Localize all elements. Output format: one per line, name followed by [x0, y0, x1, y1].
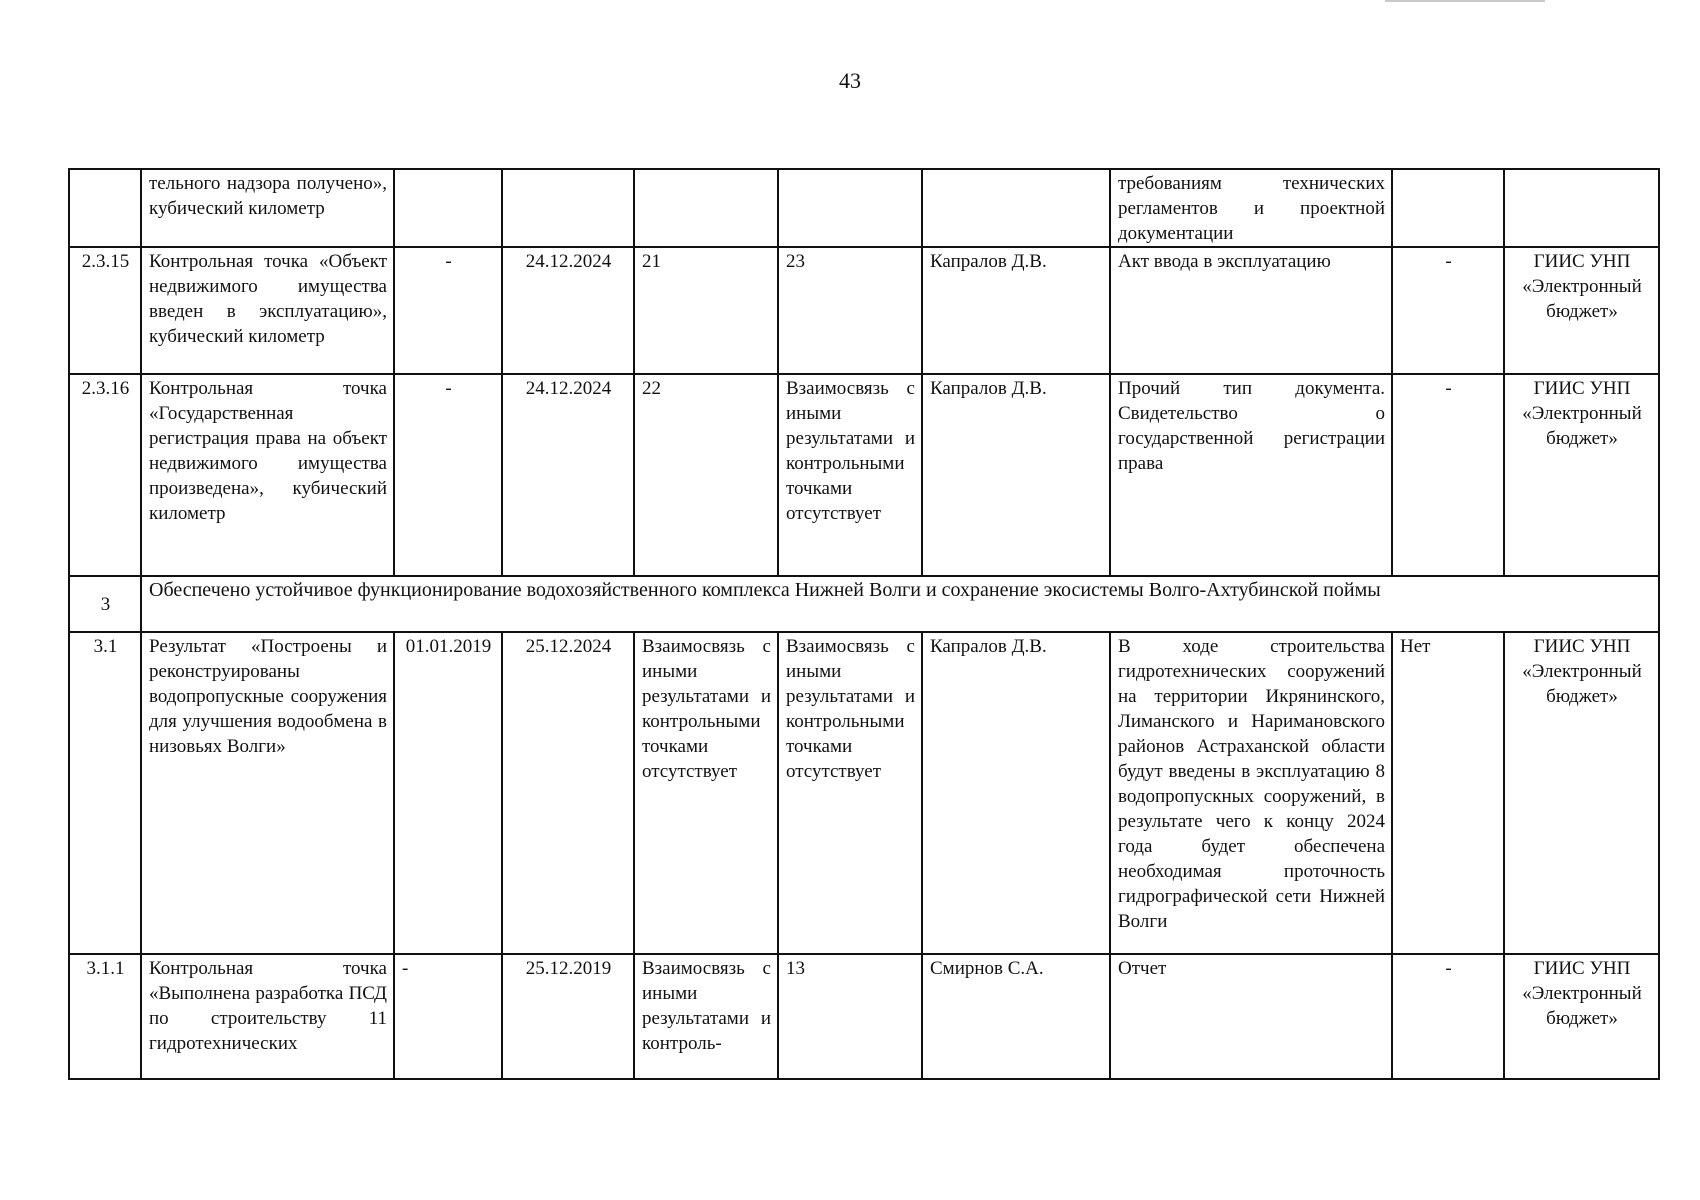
table-row — [69, 169, 1659, 247]
row-document: Акт ввода в эксплуатацию — [1110, 247, 1392, 374]
row-number: 2.3.16 — [69, 374, 141, 576]
row-system: ГИИС УНП «Электронный бюджет» — [1504, 374, 1659, 576]
row-number: 3.1.1 — [69, 954, 141, 1079]
row-level: - — [1392, 954, 1504, 1079]
row-end-date: 24.12.2024 — [502, 374, 634, 576]
row-start-date: - — [394, 374, 502, 576]
row-name: тельного надзора получено», кубический километр — [141, 169, 394, 247]
row-predecessor: Взаимосвязь с иными результатами и контроль- — [634, 954, 778, 1079]
row-document: Прочий тип документа. Свидетельство о государственной регистрации права — [1110, 374, 1392, 576]
table-row — [69, 954, 1659, 1079]
row-name: Контрольная точка «Объект недвижимого имущества введен в эксплуатацию», кубический километр — [141, 247, 394, 374]
page-number: 43 — [839, 68, 861, 93]
row-level: - — [1392, 374, 1504, 576]
row-successor: 13 — [778, 954, 922, 1079]
row-level — [1392, 169, 1504, 247]
row-responsible — [922, 169, 1110, 247]
row-number: 2.3.15 — [69, 247, 141, 374]
table-row — [69, 632, 1659, 954]
table-row — [69, 374, 1659, 576]
row-predecessor: Взаимосвязь с иными результатами и контрольными точками отсутствует — [634, 632, 778, 954]
row-successor — [778, 169, 922, 247]
scan-edge-mark — [1385, 0, 1545, 6]
row-number — [69, 169, 141, 247]
row-end-date — [502, 169, 634, 247]
section-title: Обеспечено устойчивое функционирование водохозяйственного комплекса Нижней Волги и сохранение экосистемы Волго-Ахтубинской поймы — [141, 576, 1659, 632]
row-system — [1504, 169, 1659, 247]
row-number: 3.1 — [69, 632, 141, 954]
row-responsible: Капралов Д.В. — [922, 374, 1110, 576]
row-name: Контрольная точка «Выполнена разработка ПСД по строительству 11 гидротехнических — [141, 954, 394, 1079]
row-document: требованиям технических регламентов и проектной документации — [1110, 169, 1392, 247]
row-successor: Взаимосвязь с иными результатами и контрольными точками отсутствует — [778, 374, 922, 576]
row-start-date: - — [394, 954, 502, 1079]
plan-table — [68, 168, 1660, 1080]
section-number: 3 — [69, 576, 141, 632]
row-system: ГИИС УНП «Электронный бюджет» — [1504, 632, 1659, 954]
row-end-date: 25.12.2024 — [502, 632, 634, 954]
row-end-date: 25.12.2019 — [502, 954, 634, 1079]
row-document: В ходе строительства гидротехнических сооружений на территории Икрянинского, Лиманского и Наримановского районов Астраханской области будут введены в эксплуатацию 8 водопропускных сооружений, в результате чего к концу 2024 года будет обеспечена необходимая проточность гидрографической сети Нижней Волги — [1110, 632, 1392, 954]
row-predecessor — [634, 169, 778, 247]
row-successor: Взаимосвязь с иными результатами и контрольными точками отсутствует — [778, 632, 922, 954]
row-responsible: Капралов Д.В. — [922, 632, 1110, 954]
row-start-date: 01.01.2019 — [394, 632, 502, 954]
section-row — [69, 576, 1659, 632]
row-responsible: Капралов Д.В. — [922, 247, 1110, 374]
row-system: ГИИС УНП «Электронный бюджет» — [1504, 247, 1659, 374]
row-document: Отчет — [1110, 954, 1392, 1079]
row-level: Нет — [1392, 632, 1504, 954]
row-name: Контрольная точка «Государственная регистрация права на объект недвижимого имущества произведена», кубический километр — [141, 374, 394, 576]
row-successor: 23 — [778, 247, 922, 374]
row-start-date — [394, 169, 502, 247]
row-end-date: 24.12.2024 — [502, 247, 634, 374]
row-start-date: - — [394, 247, 502, 374]
row-name: Результат «Построены и реконструированы водопропускные сооружения для улучшения водообмена в низовьях Волги» — [141, 632, 394, 954]
row-system: ГИИС УНП «Электронный бюджет» — [1504, 954, 1659, 1079]
table-row — [69, 247, 1659, 374]
row-predecessor: 22 — [634, 374, 778, 576]
row-level: - — [1392, 247, 1504, 374]
row-predecessor: 21 — [634, 247, 778, 374]
row-responsible: Смирнов С.А. — [922, 954, 1110, 1079]
